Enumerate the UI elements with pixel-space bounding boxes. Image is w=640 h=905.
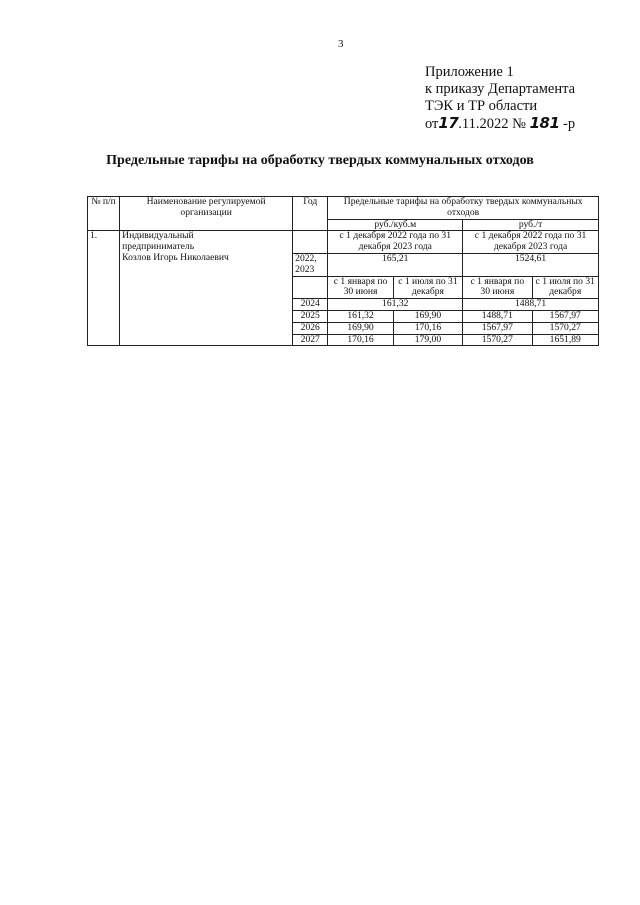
empty-year-cell	[293, 276, 328, 299]
appendix-line: Приложение 1	[425, 64, 514, 80]
year-cell: 2022, 2023	[293, 253, 328, 276]
org-line: Индивидуальный	[122, 230, 194, 242]
period-t: с 1 декабря 2022 года по 31 декабря 2023 года	[463, 231, 599, 254]
number-suffix: -р	[563, 116, 576, 132]
tariffs-table	[87, 196, 599, 346]
date-prefix: от	[425, 116, 439, 132]
value-t-2022: 1524,61	[463, 253, 599, 276]
year-cell: 2027	[293, 334, 328, 346]
org-line: Козлов Игорь Николаевич	[122, 251, 229, 263]
appendix-block	[425, 64, 575, 133]
value-m3: 161,32	[328, 299, 463, 311]
year-cell: 2025	[293, 310, 328, 322]
value-t-h1: 1488,71	[463, 310, 532, 322]
year-cell: 2024	[293, 299, 328, 311]
org-line: предприниматель	[122, 241, 195, 253]
value-t: 1488,71	[463, 299, 599, 311]
value-m3-h2: 169,90	[393, 310, 462, 322]
half-second-t: с 1 июля по 31 декабря	[532, 276, 598, 299]
value-t-h2: 1570,27	[532, 322, 598, 334]
value-m3-h2: 170,16	[393, 322, 462, 334]
value-m3-h2: 179,00	[393, 334, 462, 346]
half-first-t: с 1 января по 30 июня	[463, 276, 532, 299]
header-unit-m3: руб./куб.м	[328, 219, 463, 231]
appendix-date-line	[425, 115, 575, 133]
half-first-m3: с 1 января по 30 июня	[328, 276, 393, 299]
row-num: 1.	[88, 231, 120, 346]
value-m3-h1: 161,32	[328, 310, 393, 322]
value-m3-h1: 169,90	[328, 322, 393, 334]
empty-year-cell	[293, 231, 328, 254]
year-cell: 2026	[293, 322, 328, 334]
period-m3: с 1 декабря 2022 года по 31 декабря 2023 года	[328, 231, 463, 254]
half-second-m3: с 1 июля по 31 декабря	[393, 276, 462, 299]
value-t-h1: 1567,97	[463, 322, 532, 334]
table-row	[88, 231, 599, 254]
value-t-h2: 1651,89	[532, 334, 598, 346]
appendix-line: ТЭК и ТР области	[425, 98, 538, 114]
header-org: Наименование регулируемой организации	[120, 197, 293, 231]
date-rest: .11.2022 №	[458, 116, 526, 132]
header-tariffs: Предельные тарифы на обработку твердых коммунальных отходов	[328, 197, 599, 220]
value-t-h1: 1570,27	[463, 334, 532, 346]
value-m3-h1: 170,16	[328, 334, 393, 346]
row-org	[120, 231, 293, 346]
handwritten-number: 181	[529, 114, 560, 132]
table-header-row	[88, 197, 599, 220]
value-t-h2: 1567,97	[532, 310, 598, 322]
page-number: 3	[338, 38, 344, 50]
document-title: Предельные тарифы на обработку твердых коммунальных отходов	[106, 153, 534, 168]
header-unit-t: руб./т	[463, 219, 599, 231]
appendix-line: к приказу Департамента	[425, 81, 576, 97]
header-year: Год	[293, 197, 328, 231]
value-m3-2022: 165,21	[328, 253, 463, 276]
header-num: № п/п	[88, 197, 120, 231]
handwritten-day: 17	[438, 114, 459, 132]
